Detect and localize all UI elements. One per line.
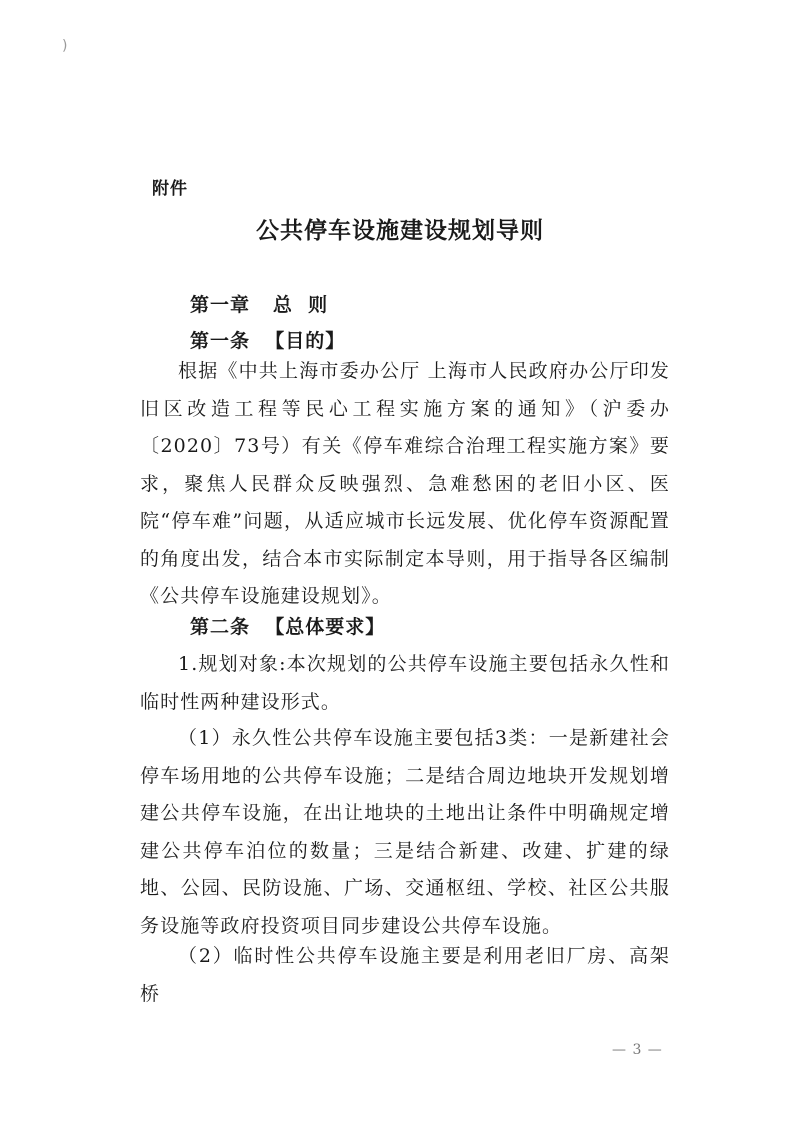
item-1-paragraph: 1.规划对象:本次规划的公共停车设施主要包括永久性和临时性两种建设形式。 (140, 653, 670, 713)
item-1-2-paragraph: （2）临时性公共停车设施主要是利用老旧厂房、高架桥 (140, 945, 670, 1005)
page-number: — 3 — (612, 1042, 663, 1058)
article-2-heading: 第二条 【总体要求】 (190, 616, 386, 638)
scan-speck: ) (62, 38, 68, 54)
chapter-heading: 第一章 总 则 (190, 294, 329, 316)
attachment-label: 附件 (152, 179, 188, 199)
item-1-1-paragraph: （1）永久性公共停车设施主要包括3类：一是新建社会停车场用地的公共停车设施；二是结合周边地块开发规划增建公共停车设施，在出让地块的土地出让条件中明确规定增建公共停车泊位的数量；三是结合新建、改建、扩建的绿地、公园、民防设施、广场、交通枢纽、学校、社区公共服务设施等政府投资项目同步建设公共停车设施。 (140, 727, 670, 937)
article-1-heading: 第一条 【目的】 (190, 330, 346, 352)
article-1-body: 根据《中共上海市委办公厅 上海市人民政府办公厅印发旧区改造工程等民心工程实施方案的通知》（沪委办〔2020〕73号）有关《停车难综合治理工程实施方案》要求，聚焦人民群众反映强烈、急难愁困的老旧小区、医院“停车难”问题，从适应城市长远发展、优化停车资源配置的角度出发，结合本市实际制定本导则，用于指导各区编制《公共停车设施建设规划》。 (140, 360, 670, 607)
document-title: 公共停车设施建设规划导则 (256, 218, 544, 244)
